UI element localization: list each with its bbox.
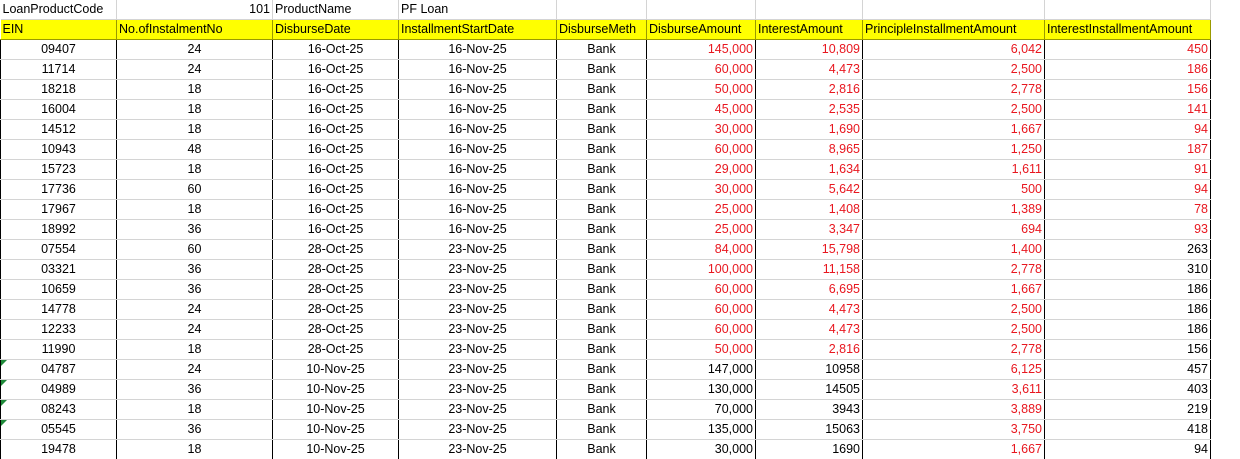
- disburse-method-cell[interactable]: Bank: [557, 200, 647, 220]
- disburse-amount-cell[interactable]: 147,000: [647, 360, 756, 380]
- installment-start-date-cell[interactable]: 23-Nov-25: [399, 260, 557, 280]
- disburse-amount-cell[interactable]: 135,000: [647, 420, 756, 440]
- ein-cell[interactable]: 07554: [1, 240, 117, 260]
- table-row: [1, 100, 1211, 120]
- installment-start-date-cell[interactable]: 23-Nov-25: [399, 280, 557, 300]
- principle-installment-cell[interactable]: 2,778: [863, 260, 1045, 280]
- disburse-method-cell[interactable]: Bank: [557, 420, 647, 440]
- disburse-date-cell[interactable]: 28-Oct-25: [273, 300, 399, 320]
- disburse-date-cell[interactable]: 28-Oct-25: [273, 320, 399, 340]
- interest-installment-cell[interactable]: 186: [1045, 300, 1211, 320]
- principle-installment-cell[interactable]: 2,500: [863, 60, 1045, 80]
- instalment-no-cell[interactable]: 18: [117, 340, 273, 360]
- disburse-method-cell[interactable]: Bank: [557, 220, 647, 240]
- table-row: [1, 120, 1211, 140]
- principle-installment-cell[interactable]: 500: [863, 180, 1045, 200]
- principle-installment-cell[interactable]: 1,389: [863, 200, 1045, 220]
- disburse-method-cell[interactable]: Bank: [557, 40, 647, 60]
- interest-amount-cell[interactable]: 2,816: [756, 340, 863, 360]
- interest-amount-cell[interactable]: 4,473: [756, 320, 863, 340]
- disburse-method-cell[interactable]: Bank: [557, 100, 647, 120]
- instalment-no-cell[interactable]: 18: [117, 160, 273, 180]
- disburse-method-cell[interactable]: Bank: [557, 240, 647, 260]
- disburse-amount-cell[interactable]: 60,000: [647, 300, 756, 320]
- table-row: [1, 260, 1211, 280]
- disburse-amount-cell[interactable]: 145,000: [647, 40, 756, 60]
- interest-amount-cell[interactable]: 3943: [756, 400, 863, 420]
- disburse-amount-cell[interactable]: 50,000: [647, 80, 756, 100]
- ein-cell[interactable]: 04989: [1, 380, 117, 400]
- disburse-amount-cell[interactable]: 70,000: [647, 400, 756, 420]
- header-disburse-amount[interactable]: DisburseAmount: [647, 20, 756, 40]
- ein-cell[interactable]: 16004: [1, 100, 117, 120]
- table-row: [1, 180, 1211, 200]
- principle-installment-cell[interactable]: 1,400: [863, 240, 1045, 260]
- table-row: [1, 400, 1211, 420]
- interest-installment-cell[interactable]: 403: [1045, 380, 1211, 400]
- ein-cell[interactable]: 14778: [1, 300, 117, 320]
- disburse-date-cell[interactable]: 16-Oct-25: [273, 140, 399, 160]
- disburse-amount-cell[interactable]: 29,000: [647, 160, 756, 180]
- interest-installment-cell[interactable]: 219: [1045, 400, 1211, 420]
- disburse-date-cell[interactable]: 28-Oct-25: [273, 260, 399, 280]
- instalment-no-cell[interactable]: 36: [117, 380, 273, 400]
- disburse-method-cell[interactable]: Bank: [557, 160, 647, 180]
- installment-start-date-cell[interactable]: 23-Nov-25: [399, 300, 557, 320]
- interest-installment-cell[interactable]: 186: [1045, 320, 1211, 340]
- interest-amount-cell[interactable]: 11,158: [756, 260, 863, 280]
- installment-start-date-cell[interactable]: 16-Nov-25: [399, 40, 557, 60]
- installment-start-date-cell[interactable]: 23-Nov-25: [399, 240, 557, 260]
- instalment-no-cell[interactable]: 24: [117, 60, 273, 80]
- disburse-date-cell[interactable]: 16-Oct-25: [273, 160, 399, 180]
- principle-installment-cell[interactable]: 3,611: [863, 380, 1045, 400]
- disburse-amount-cell[interactable]: 30,000: [647, 180, 756, 200]
- disburse-method-cell[interactable]: Bank: [557, 260, 647, 280]
- installment-start-date-cell[interactable]: 16-Nov-25: [399, 80, 557, 100]
- disburse-date-cell[interactable]: 16-Oct-25: [273, 40, 399, 60]
- principle-installment-cell[interactable]: 1,250: [863, 140, 1045, 160]
- principle-installment-cell[interactable]: 2,500: [863, 320, 1045, 340]
- principle-installment-cell[interactable]: 1,667: [863, 120, 1045, 140]
- principle-installment-cell[interactable]: 2,500: [863, 100, 1045, 120]
- disburse-date-cell[interactable]: 28-Oct-25: [273, 340, 399, 360]
- disburse-date-cell[interactable]: 16-Oct-25: [273, 220, 399, 240]
- header-disburse-method[interactable]: DisburseMeth: [557, 20, 647, 40]
- disburse-amount-cell[interactable]: 60,000: [647, 140, 756, 160]
- disburse-amount-cell[interactable]: 50,000: [647, 340, 756, 360]
- table-row: [1, 220, 1211, 240]
- table-row: [1, 240, 1211, 260]
- ein-cell[interactable]: 18218: [1, 80, 117, 100]
- ein-cell[interactable]: 18992: [1, 220, 117, 240]
- disburse-date-cell[interactable]: 28-Oct-25: [273, 280, 399, 300]
- loan-product-code-label[interactable]: LoanProductCode: [1, 0, 117, 20]
- instalment-no-cell[interactable]: 48: [117, 140, 273, 160]
- installment-start-date-cell[interactable]: 16-Nov-25: [399, 160, 557, 180]
- interest-amount-cell[interactable]: 10958: [756, 360, 863, 380]
- ein-cell[interactable]: 08243: [1, 400, 117, 420]
- installment-start-date-cell[interactable]: 23-Nov-25: [399, 360, 557, 380]
- principle-installment-cell[interactable]: 1,667: [863, 280, 1045, 300]
- disburse-amount-cell[interactable]: 84,000: [647, 240, 756, 260]
- ein-cell[interactable]: 03321: [1, 260, 117, 280]
- principle-installment-cell[interactable]: 6,125: [863, 360, 1045, 380]
- interest-amount-cell[interactable]: 3,347: [756, 220, 863, 240]
- header-disburse-date[interactable]: DisburseDate: [273, 20, 399, 40]
- interest-amount-cell[interactable]: 2,535: [756, 100, 863, 120]
- header-row: [1, 20, 1211, 40]
- disburse-method-cell[interactable]: Bank: [557, 280, 647, 300]
- table-row: [1, 320, 1211, 340]
- interest-amount-cell[interactable]: 1,690: [756, 120, 863, 140]
- instalment-no-cell[interactable]: 24: [117, 40, 273, 60]
- disburse-method-cell[interactable]: Bank: [557, 300, 647, 320]
- ein-cell[interactable]: 10943: [1, 140, 117, 160]
- interest-installment-cell[interactable]: 94: [1045, 440, 1211, 459]
- disburse-method-cell[interactable]: Bank: [557, 340, 647, 360]
- table-row: [1, 360, 1211, 380]
- ein-cell[interactable]: 05545: [1, 420, 117, 440]
- instalment-no-cell[interactable]: 36: [117, 420, 273, 440]
- interest-installment-cell[interactable]: 186: [1045, 60, 1211, 80]
- table-row: [1, 440, 1211, 459]
- instalment-no-cell[interactable]: 18: [117, 120, 273, 140]
- empty-cell[interactable]: [1045, 0, 1211, 20]
- installment-start-date-cell[interactable]: 16-Nov-25: [399, 220, 557, 240]
- interest-amount-cell[interactable]: 14505: [756, 380, 863, 400]
- instalment-no-cell[interactable]: 18: [117, 80, 273, 100]
- interest-installment-cell[interactable]: 418: [1045, 420, 1211, 440]
- empty-cell[interactable]: [647, 0, 756, 20]
- instalment-no-cell[interactable]: 60: [117, 240, 273, 260]
- installment-start-date-cell[interactable]: 23-Nov-25: [399, 380, 557, 400]
- table-row: [1, 140, 1211, 160]
- table-row: [1, 160, 1211, 180]
- instalment-no-cell[interactable]: 18: [117, 100, 273, 120]
- product-name-label[interactable]: ProductName: [273, 0, 399, 20]
- table-row: [1, 420, 1211, 440]
- disburse-method-cell[interactable]: Bank: [557, 180, 647, 200]
- disburse-amount-cell[interactable]: 25,000: [647, 220, 756, 240]
- instalment-no-cell[interactable]: 36: [117, 220, 273, 240]
- interest-installment-cell[interactable]: 156: [1045, 80, 1211, 100]
- disburse-date-cell[interactable]: 16-Oct-25: [273, 60, 399, 80]
- disburse-method-cell[interactable]: Bank: [557, 440, 647, 459]
- installment-start-date-cell[interactable]: 16-Nov-25: [399, 100, 557, 120]
- instalment-no-cell[interactable]: 18: [117, 400, 273, 420]
- interest-installment-cell[interactable]: 310: [1045, 260, 1211, 280]
- ein-cell[interactable]: 15723: [1, 160, 117, 180]
- disburse-amount-cell[interactable]: 60,000: [647, 320, 756, 340]
- interest-amount-cell[interactable]: 6,695: [756, 280, 863, 300]
- disburse-method-cell[interactable]: Bank: [557, 120, 647, 140]
- ein-cell[interactable]: 09407: [1, 40, 117, 60]
- principle-installment-cell[interactable]: 694: [863, 220, 1045, 240]
- installment-start-date-cell[interactable]: 16-Nov-25: [399, 60, 557, 80]
- disburse-method-cell[interactable]: Bank: [557, 400, 647, 420]
- interest-amount-cell[interactable]: 4,473: [756, 60, 863, 80]
- table-row: [1, 380, 1211, 400]
- interest-installment-cell[interactable]: 457: [1045, 360, 1211, 380]
- loan-product-code-value[interactable]: 101: [117, 0, 273, 20]
- principle-installment-cell[interactable]: 2,500: [863, 300, 1045, 320]
- interest-amount-cell[interactable]: 10,809: [756, 40, 863, 60]
- principle-installment-cell[interactable]: 1,611: [863, 160, 1045, 180]
- header-installment-start-date[interactable]: InstallmentStartDate: [399, 20, 557, 40]
- table-row: [1, 280, 1211, 300]
- interest-amount-cell[interactable]: 2,816: [756, 80, 863, 100]
- principle-installment-cell[interactable]: 2,778: [863, 340, 1045, 360]
- interest-installment-cell[interactable]: 91: [1045, 160, 1211, 180]
- installment-start-date-cell[interactable]: 23-Nov-25: [399, 320, 557, 340]
- disburse-amount-cell[interactable]: 60,000: [647, 60, 756, 80]
- disburse-date-cell[interactable]: 10-Nov-25: [273, 360, 399, 380]
- interest-amount-cell[interactable]: 5,642: [756, 180, 863, 200]
- principle-installment-cell[interactable]: 6,042: [863, 40, 1045, 60]
- interest-amount-cell[interactable]: 4,473: [756, 300, 863, 320]
- interest-installment-cell[interactable]: 94: [1045, 180, 1211, 200]
- ein-cell[interactable]: 17967: [1, 200, 117, 220]
- disburse-date-cell[interactable]: 16-Oct-25: [273, 200, 399, 220]
- installment-start-date-cell[interactable]: 16-Nov-25: [399, 120, 557, 140]
- ein-cell[interactable]: 12233: [1, 320, 117, 340]
- empty-cell[interactable]: [557, 0, 647, 20]
- interest-installment-cell[interactable]: 187: [1045, 140, 1211, 160]
- disburse-amount-cell[interactable]: 25,000: [647, 200, 756, 220]
- interest-installment-cell[interactable]: 94: [1045, 120, 1211, 140]
- disburse-method-cell[interactable]: Bank: [557, 60, 647, 80]
- instalment-no-cell[interactable]: 24: [117, 320, 273, 340]
- instalment-no-cell[interactable]: 18: [117, 200, 273, 220]
- ein-cell[interactable]: 10659: [1, 280, 117, 300]
- installment-start-date-cell[interactable]: 16-Nov-25: [399, 140, 557, 160]
- installment-start-date-cell[interactable]: 23-Nov-25: [399, 400, 557, 420]
- instalment-no-cell[interactable]: 36: [117, 280, 273, 300]
- disburse-method-cell[interactable]: Bank: [557, 80, 647, 100]
- interest-amount-cell[interactable]: 15063: [756, 420, 863, 440]
- interest-amount-cell[interactable]: 1690: [756, 440, 863, 459]
- disburse-date-cell[interactable]: 16-Oct-25: [273, 100, 399, 120]
- instalment-no-cell[interactable]: 60: [117, 180, 273, 200]
- principle-installment-cell[interactable]: 2,778: [863, 80, 1045, 100]
- instalment-no-cell[interactable]: 24: [117, 360, 273, 380]
- table-row: [1, 200, 1211, 220]
- ein-cell[interactable]: 19478: [1, 440, 117, 459]
- installment-start-date-cell[interactable]: 16-Nov-25: [399, 180, 557, 200]
- disburse-amount-cell[interactable]: 30,000: [647, 440, 756, 459]
- disburse-method-cell[interactable]: Bank: [557, 380, 647, 400]
- interest-amount-cell[interactable]: 1,408: [756, 200, 863, 220]
- disburse-date-cell[interactable]: 16-Oct-25: [273, 80, 399, 100]
- installment-start-date-cell[interactable]: 23-Nov-25: [399, 420, 557, 440]
- installment-start-date-cell[interactable]: 23-Nov-25: [399, 440, 557, 459]
- ein-cell[interactable]: 11990: [1, 340, 117, 360]
- table-row: [1, 340, 1211, 360]
- empty-cell[interactable]: [863, 0, 1045, 20]
- meta-row: [1, 0, 1211, 20]
- ein-cell[interactable]: 11714: [1, 60, 117, 80]
- ein-cell[interactable]: 14512: [1, 120, 117, 140]
- header-instalment-no[interactable]: No.ofInstalmentNo: [117, 20, 273, 40]
- disburse-amount-cell[interactable]: 100,000: [647, 260, 756, 280]
- table-row: [1, 300, 1211, 320]
- header-principle-installment-amount[interactable]: PrincipleInstallmentAmount: [863, 20, 1045, 40]
- disburse-amount-cell[interactable]: 60,000: [647, 280, 756, 300]
- table-row: [1, 40, 1211, 60]
- principle-installment-cell[interactable]: 3,889: [863, 400, 1045, 420]
- header-interest-installment-amount[interactable]: InterestInstallmentAmount: [1045, 20, 1211, 40]
- interest-amount-cell[interactable]: 15,798: [756, 240, 863, 260]
- disburse-amount-cell[interactable]: 130,000: [647, 380, 756, 400]
- instalment-no-cell[interactable]: 18: [117, 440, 273, 459]
- disburse-amount-cell[interactable]: 30,000: [647, 120, 756, 140]
- disburse-date-cell[interactable]: 10-Nov-25: [273, 440, 399, 459]
- principle-installment-cell[interactable]: 3,750: [863, 420, 1045, 440]
- disburse-date-cell[interactable]: 28-Oct-25: [273, 240, 399, 260]
- disburse-amount-cell[interactable]: 45,000: [647, 100, 756, 120]
- interest-amount-cell[interactable]: 8,965: [756, 140, 863, 160]
- empty-cell[interactable]: [756, 0, 863, 20]
- disburse-date-cell[interactable]: 16-Oct-25: [273, 120, 399, 140]
- ein-cell[interactable]: 17736: [1, 180, 117, 200]
- interest-installment-cell[interactable]: 263: [1045, 240, 1211, 260]
- installment-start-date-cell[interactable]: 16-Nov-25: [399, 200, 557, 220]
- interest-installment-cell[interactable]: 186: [1045, 280, 1211, 300]
- ein-cell[interactable]: 04787: [1, 360, 117, 380]
- interest-installment-cell[interactable]: 93: [1045, 220, 1211, 240]
- interest-installment-cell[interactable]: 78: [1045, 200, 1211, 220]
- principle-installment-cell[interactable]: 1,667: [863, 440, 1045, 459]
- table-row: [1, 60, 1211, 80]
- disburse-date-cell[interactable]: 10-Nov-25: [273, 400, 399, 420]
- product-name-value[interactable]: PF Loan: [399, 0, 557, 20]
- disburse-method-cell[interactable]: Bank: [557, 360, 647, 380]
- interest-installment-cell[interactable]: 141: [1045, 100, 1211, 120]
- installment-start-date-cell[interactable]: 23-Nov-25: [399, 340, 557, 360]
- instalment-no-cell[interactable]: 36: [117, 260, 273, 280]
- interest-amount-cell[interactable]: 1,634: [756, 160, 863, 180]
- interest-installment-cell[interactable]: 450: [1045, 40, 1211, 60]
- interest-installment-cell[interactable]: 156: [1045, 340, 1211, 360]
- instalment-no-cell[interactable]: 24: [117, 300, 273, 320]
- disburse-date-cell[interactable]: 10-Nov-25: [273, 420, 399, 440]
- header-ein[interactable]: EIN: [1, 20, 117, 40]
- disburse-date-cell[interactable]: 16-Oct-25: [273, 180, 399, 200]
- disburse-method-cell[interactable]: Bank: [557, 140, 647, 160]
- table-row: [1, 80, 1211, 100]
- disburse-method-cell[interactable]: Bank: [557, 320, 647, 340]
- disburse-date-cell[interactable]: 10-Nov-25: [273, 380, 399, 400]
- header-interest-amount[interactable]: InterestAmount: [756, 20, 863, 40]
